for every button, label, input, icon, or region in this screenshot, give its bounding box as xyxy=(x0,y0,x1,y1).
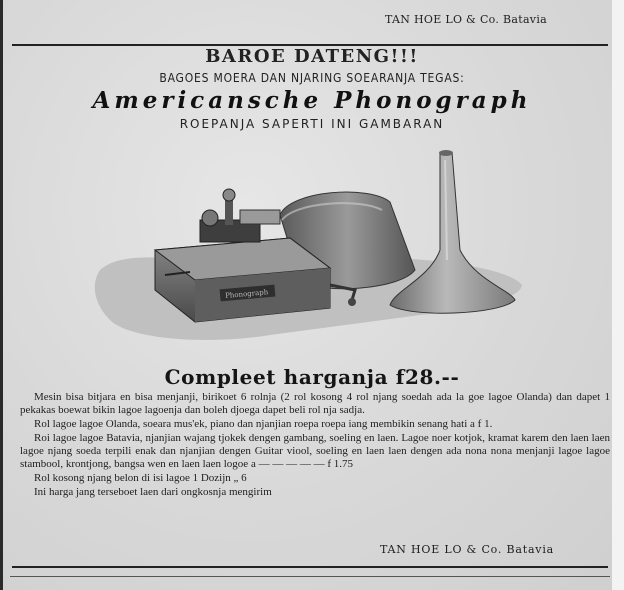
body-paragraph-dutch-rolls: Rol lagoe lagoe Olanda, soeara mus'ek, piano dan njanjian roepa roepa iang membikin senang hati a f 1. xyxy=(34,418,493,430)
publisher-footer: TAN HOE LO & Co. Batavia xyxy=(380,543,554,556)
illustration-label: Phonograph xyxy=(224,288,269,300)
publisher-header: TAN HOE LO & Co. Batavia xyxy=(385,13,547,26)
body-paragraph-batavia-rolls: Roi lagoe lagoe Batavia, njanjian wajang tjokek dengen gambang, soeling en laen. Lagoe noer kotjok, kramat karem den laen laen lagoe njang soeda terpili enak dan njanjian dengen Guitar viool, soeling en laen laen dengen ada nona nona menjanji lagoe lagoe stambool, krontjong, bangsa wen en laen laen logoe a — — — — — f 1.75 xyxy=(20,432,610,470)
bottom-thin-rule xyxy=(10,576,610,577)
advert-body xyxy=(20,391,610,500)
phonograph-illustration xyxy=(90,140,530,360)
advert-brand-title: Americansche Phonograph xyxy=(92,87,532,114)
horn-shape xyxy=(390,152,515,313)
bottom-rule xyxy=(12,566,608,568)
price-line: Compleet harganja f28.-- xyxy=(164,365,460,389)
body-paragraph-machine: Mesin bisa bitjara en bisa menjanji, birikoet 6 rolnja (2 rol kosong 4 rol njang soedah ada la goe lagoe Olanda) dan dapet 1 pekakas boewat bikin lagoe lagoenja dan boleh djoega dapet beli rol nja sadja. xyxy=(20,391,610,416)
body-paragraph-shipping: Ini harga jang terseboet laen dari ongkosnja mengirim xyxy=(34,486,272,498)
advert-subheadline: BAGOES MOERA DAN NJARING SOEARANJA TEGAS: xyxy=(159,71,465,85)
body-paragraph-empty-rolls: Rol kosong njang belon di isi lagoe 1 Dozijn „ 6 xyxy=(34,472,247,484)
advert-caption: ROEPANJA SAPERTI INI GAMBARAN xyxy=(179,117,445,131)
advert-headline: BAROE DATENG!!! xyxy=(205,46,419,67)
